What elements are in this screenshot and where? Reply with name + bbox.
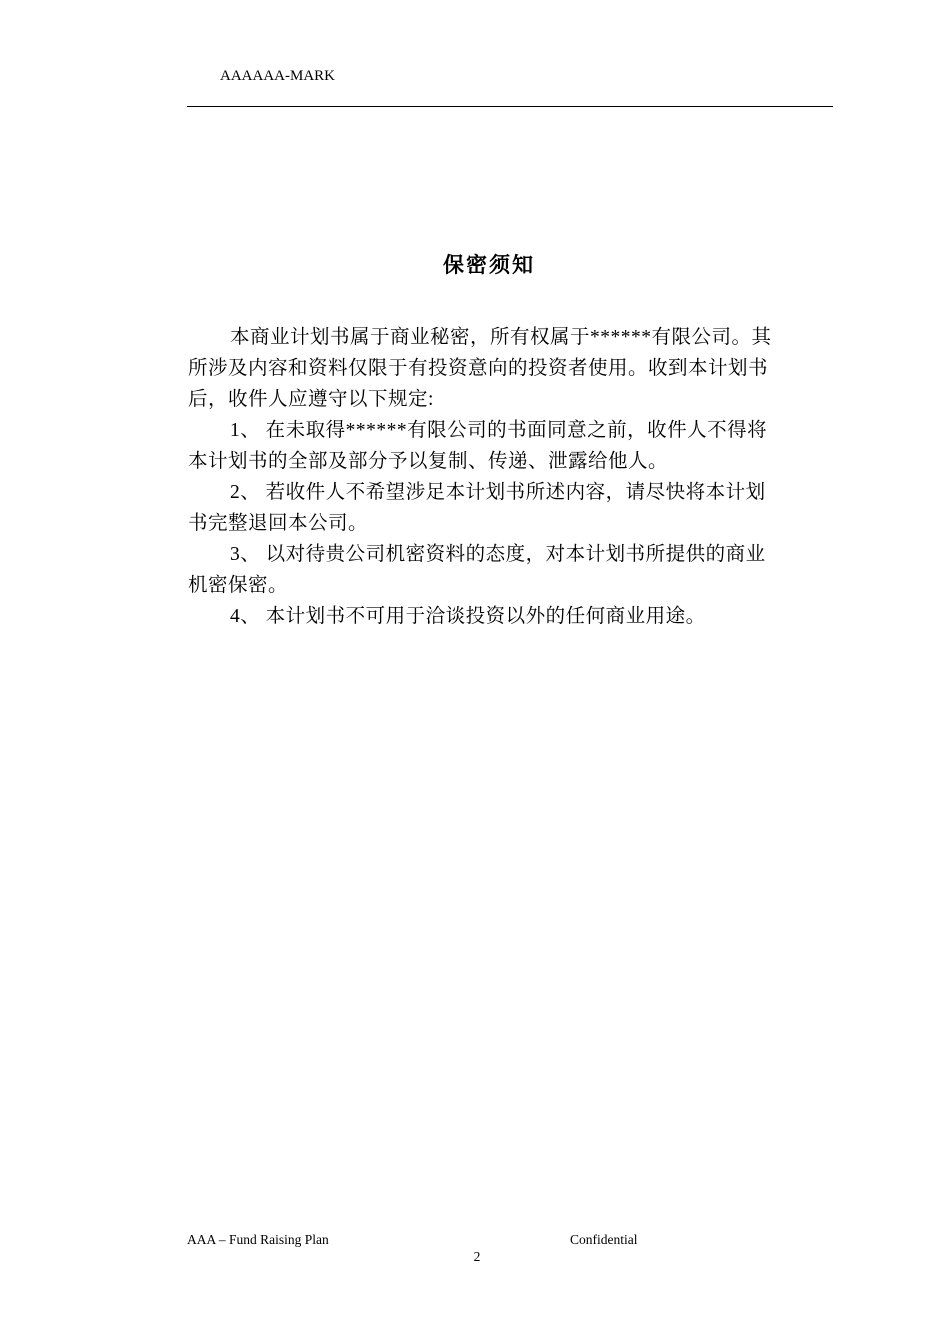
- header-mark: AAAAAA-MARK: [220, 68, 335, 84]
- paragraph-line: 所涉及内容和资料仅限于有投资意向的投资者使用。收到本计划书: [188, 358, 769, 379]
- list-item-3: 3、 以对待贵公司机密资料的态度，对本计划书所提供的商业: [230, 544, 766, 565]
- header-divider: [187, 106, 833, 107]
- list-item-2-cont: 书完整退回本公司。: [188, 513, 369, 534]
- paragraph-line: 后，收件人应遵守以下规定:: [188, 389, 434, 410]
- footer-document-title: AAA – Fund Raising Plan: [187, 1232, 329, 1247]
- list-item-2: 2、 若收件人不希望涉足本计划书所述内容，请尽快将本计划: [230, 482, 766, 503]
- footer-confidential-label: Confidential: [570, 1232, 638, 1247]
- list-item-1-cont: 本计划书的全部及部分予以复制、传递、泄露给他人。: [188, 451, 669, 472]
- paragraph-line: 本商业计划书属于商业秘密，所有权属于******有限公司。其: [230, 327, 772, 348]
- list-item-3-cont: 机密保密。: [188, 575, 289, 596]
- page-title: 保密须知: [443, 253, 535, 277]
- list-item-4: 4、 本计划书不可用于洽谈投资以外的任何商业用途。: [230, 606, 706, 627]
- page-number: 2: [473, 1249, 481, 1264]
- list-item-1: 1、 在未取得******有限公司的书面同意之前，收件人不得将: [230, 420, 768, 441]
